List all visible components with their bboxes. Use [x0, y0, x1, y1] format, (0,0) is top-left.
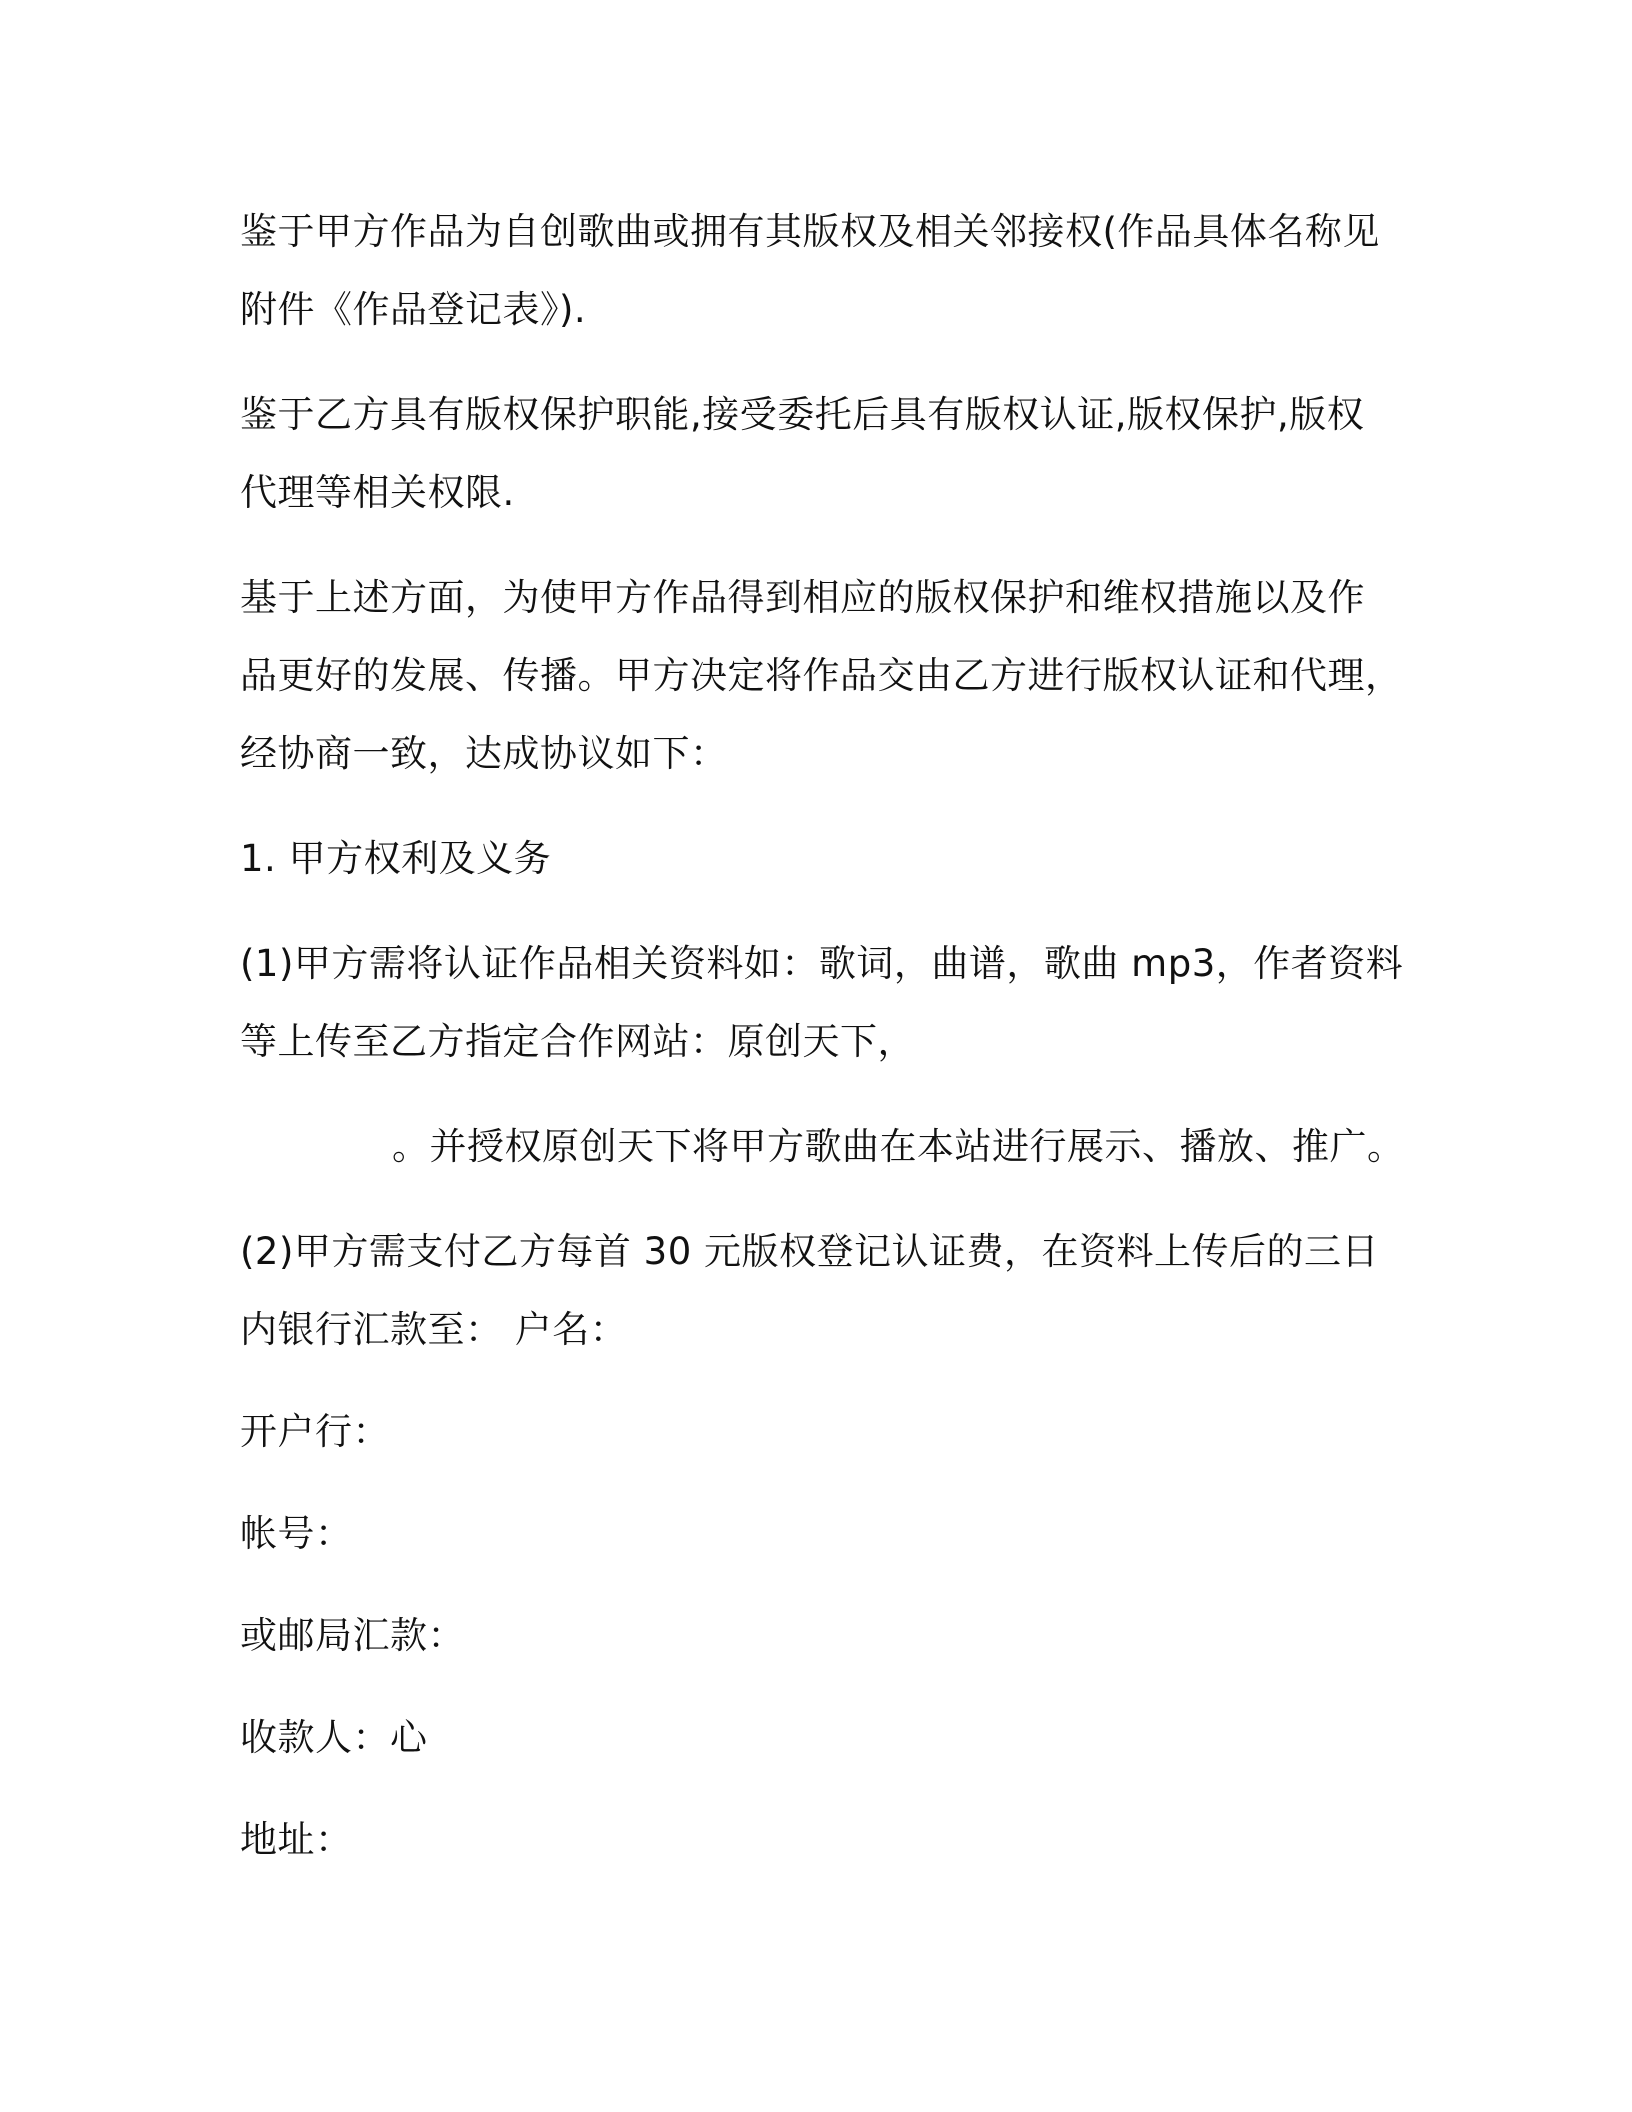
clause-1-upload-materials — [240, 925, 1404, 1081]
section-heading-party-a-rights — [240, 820, 1400, 898]
paragraph-whereas-party-a — [240, 193, 1400, 349]
text-line: 基于上述方面，为使甲方作品得到相应的版权保护和维权措施以及作 — [240, 576, 1365, 619]
paragraph-agreement-basis — [240, 559, 1403, 793]
text-line: 经协商一致，达成协议如下： — [240, 732, 728, 775]
text-line: (2)甲方需支付乙方每首 30 元版权登记认证费，在资料上传后的三日 — [240, 1230, 1380, 1273]
field-address — [240, 1801, 1400, 1879]
text-line: 内银行汇款至： 户名： — [240, 1308, 628, 1351]
field-payee — [240, 1699, 1400, 1777]
clause-2-payment — [240, 1213, 1400, 1369]
text-line: 1. 甲方权利及义务 — [240, 837, 552, 880]
text-line: 或邮局汇款： — [240, 1614, 465, 1657]
text-line: 附件《作品登记表》). — [240, 288, 587, 331]
text-line: 代理等相关权限. — [240, 471, 515, 514]
text-line: (1)甲方需将认证作品相关资料如：歌词，曲谱，歌曲 mp3，作者资料 — [240, 942, 1404, 985]
field-postal-remittance — [240, 1597, 1400, 1675]
text-line: 鉴于甲方作品为自创歌曲或拥有其版权及相关邻接权(作品具体名称见 — [240, 210, 1380, 253]
text-line: 鉴于乙方具有版权保护职能,接受委托后具有版权认证,版权保护,版权 — [240, 393, 1365, 436]
text-line: 地址： — [240, 1818, 353, 1861]
text-line: 品更好的发展、传播。甲方决定将作品交由乙方进行版权认证和代理， — [240, 654, 1403, 697]
text-line: 收款人：心 — [240, 1716, 428, 1759]
text-line: 等上传至乙方指定合作网站：原创天下， — [240, 1020, 915, 1063]
text-line: 帐号： — [240, 1512, 353, 1555]
text-line: 。并授权原创天下将甲方歌曲在本站进行展示、播放、推广。 — [392, 1125, 1405, 1168]
field-account-number — [240, 1495, 1400, 1573]
text-line: 开户行： — [240, 1410, 390, 1453]
paragraph-whereas-party-b — [240, 376, 1400, 532]
document-body — [240, 193, 1405, 1879]
field-bank-branch — [240, 1393, 1400, 1471]
clause-1-authorization — [240, 1108, 1405, 1186]
